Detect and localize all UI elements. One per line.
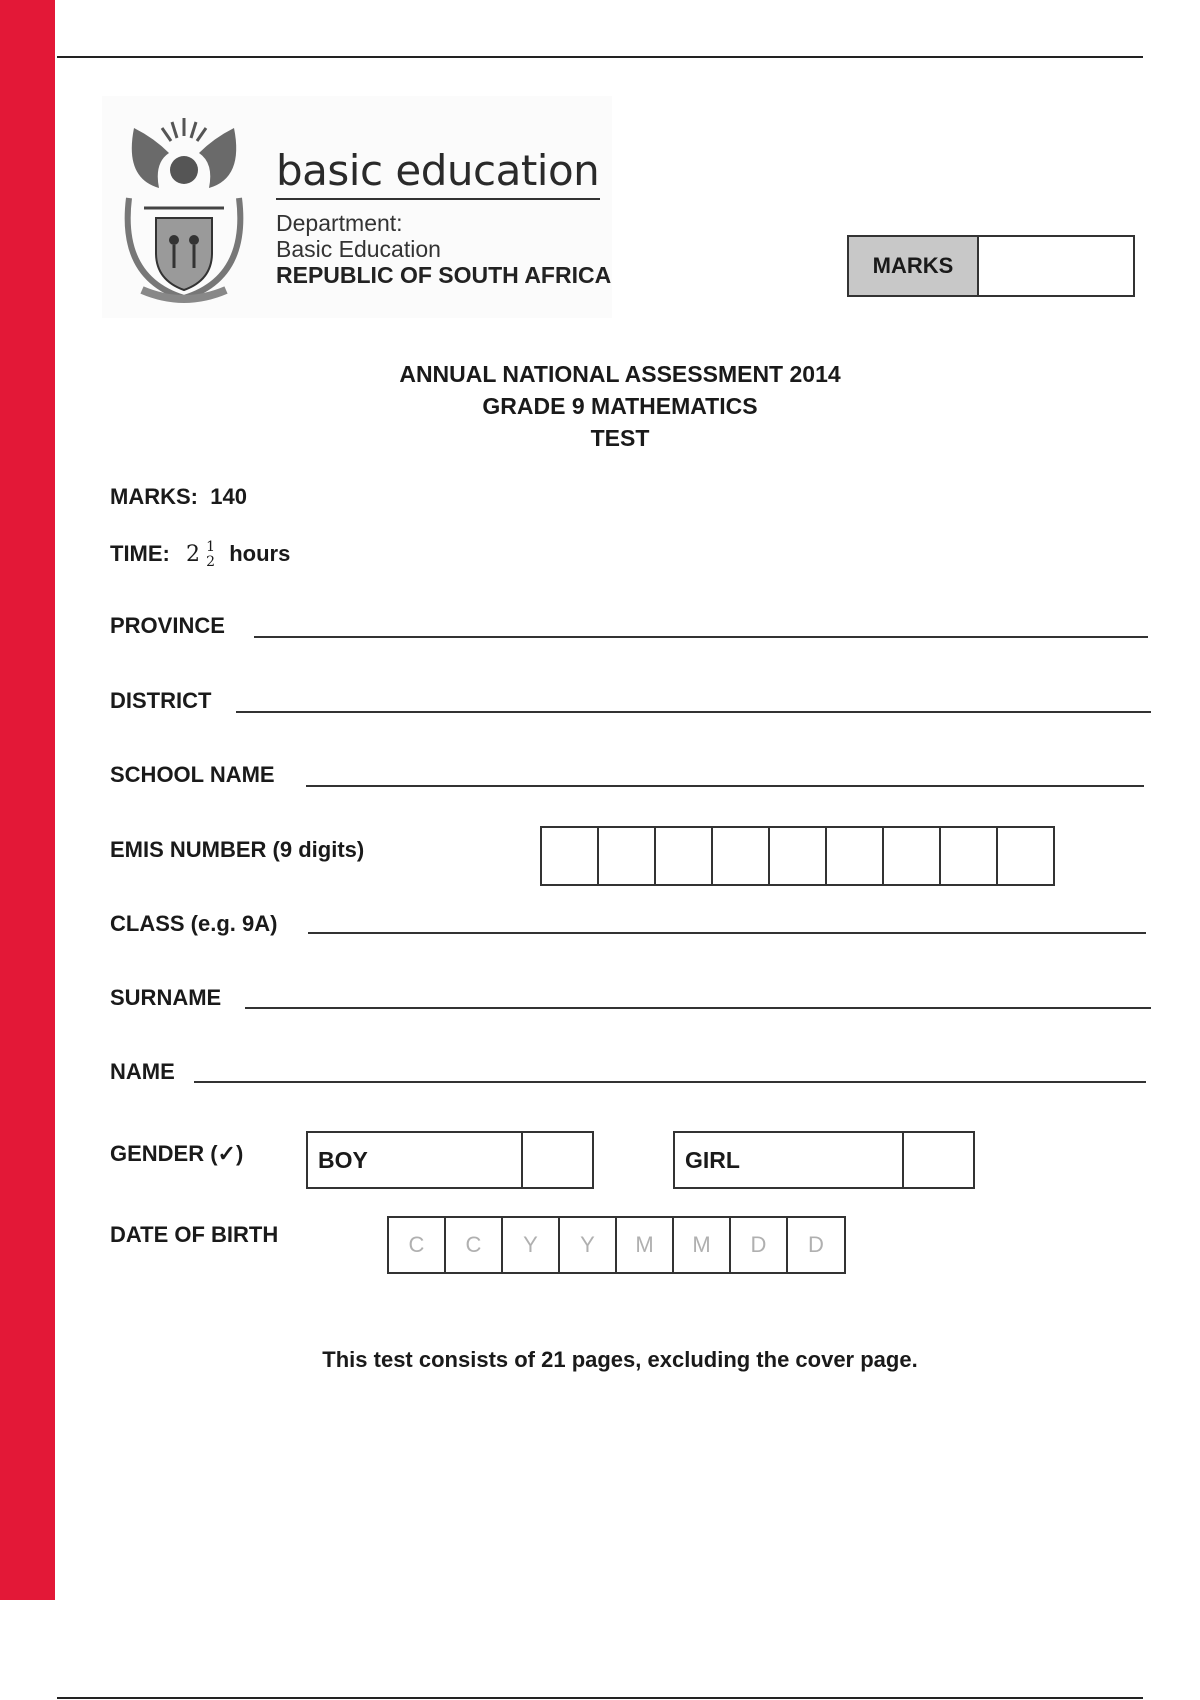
emis-digit-box[interactable] (827, 828, 884, 884)
brand-title: basic education (276, 146, 600, 195)
test-type-title: TEST (590, 425, 650, 451)
marks-box-label: MARKS (849, 237, 979, 295)
bottom-rule (57, 1697, 1143, 1699)
page-count-note: This test consists of 21 pages, excluding the cover page. (322, 1347, 918, 1372)
dob-digit-box[interactable]: C (389, 1218, 446, 1272)
gender-girl-option (673, 1131, 975, 1189)
name-label: NAME (110, 1059, 175, 1084)
department-logo-block (102, 96, 612, 318)
school-name-input-line[interactable] (306, 785, 1144, 787)
gender-boy-label: BOY (308, 1133, 523, 1187)
dob-digit-box[interactable]: Y (560, 1218, 617, 1272)
district-input-line[interactable] (236, 711, 1151, 713)
province-input-line[interactable] (254, 636, 1148, 638)
emis-digit-box[interactable] (998, 828, 1053, 884)
gender-boy-option (306, 1131, 594, 1189)
surname-label: SURNAME (110, 985, 222, 1010)
country-name: REPUBLIC OF SOUTH AFRICA (276, 262, 612, 288)
red-side-bar (0, 0, 55, 1600)
total-marks-value: 140 (210, 484, 247, 509)
province-label: PROVINCE (110, 613, 225, 638)
department-name: Basic Education (276, 236, 441, 262)
dob-digit-box[interactable]: C (446, 1218, 503, 1272)
time-fraction (206, 540, 215, 570)
marks-box (847, 235, 1135, 297)
gender-girl-label: GIRL (675, 1133, 904, 1187)
time-denominator: 2 (206, 554, 216, 570)
test-title-block (300, 358, 940, 454)
date-of-birth-boxes (387, 1216, 846, 1274)
emis-digit-box[interactable] (713, 828, 770, 884)
dob-digit-box[interactable]: Y (503, 1218, 560, 1272)
name-input-line[interactable] (194, 1081, 1146, 1083)
total-marks (110, 484, 247, 510)
grade-subject-title: GRADE 9 MATHEMATICS (482, 393, 758, 419)
class-input-line[interactable] (308, 932, 1146, 934)
marks-box-value[interactable] (979, 237, 1133, 295)
emis-digit-box[interactable] (599, 828, 656, 884)
dob-digit-box[interactable]: M (674, 1218, 731, 1272)
emis-digit-box[interactable] (941, 828, 998, 884)
emis-digit-box[interactable] (884, 828, 941, 884)
assessment-title: ANNUAL NATIONAL ASSESSMENT 2014 (399, 361, 841, 387)
emis-digit-box[interactable] (542, 828, 599, 884)
surname-input-line[interactable] (245, 1007, 1151, 1009)
time-unit: hours (229, 540, 291, 566)
total-marks-label: MARKS: (110, 484, 198, 509)
coat-of-arms-icon (114, 108, 254, 308)
time-allowed (110, 540, 290, 570)
dob-digit-box[interactable]: D (808, 1232, 824, 1257)
emis-number-label: EMIS NUMBER (9 digits) (110, 837, 365, 862)
dob-digit-box[interactable]: M (617, 1218, 674, 1272)
date-of-birth-label: DATE OF BIRTH (110, 1222, 279, 1247)
time-whole: 2 (186, 541, 201, 567)
class-label: CLASS (e.g. 9A) (110, 911, 278, 936)
brand-underline (276, 198, 600, 200)
department-label: Department: (276, 210, 403, 236)
district-label: DISTRICT (110, 688, 212, 713)
emis-digit-box[interactable] (770, 828, 827, 884)
school-name-label: SCHOOL NAME (110, 762, 275, 787)
emis-digit-box[interactable] (656, 828, 713, 884)
time-label: TIME: (110, 540, 170, 566)
gender-boy-checkbox[interactable] (523, 1133, 592, 1187)
time-numerator: 1 (206, 539, 216, 555)
dob-digit-box[interactable]: D (731, 1218, 788, 1272)
emis-number-boxes (540, 826, 1055, 886)
top-rule (57, 56, 1143, 58)
gender-girl-checkbox[interactable] (904, 1133, 973, 1187)
gender-label: GENDER (✓) (110, 1141, 244, 1166)
